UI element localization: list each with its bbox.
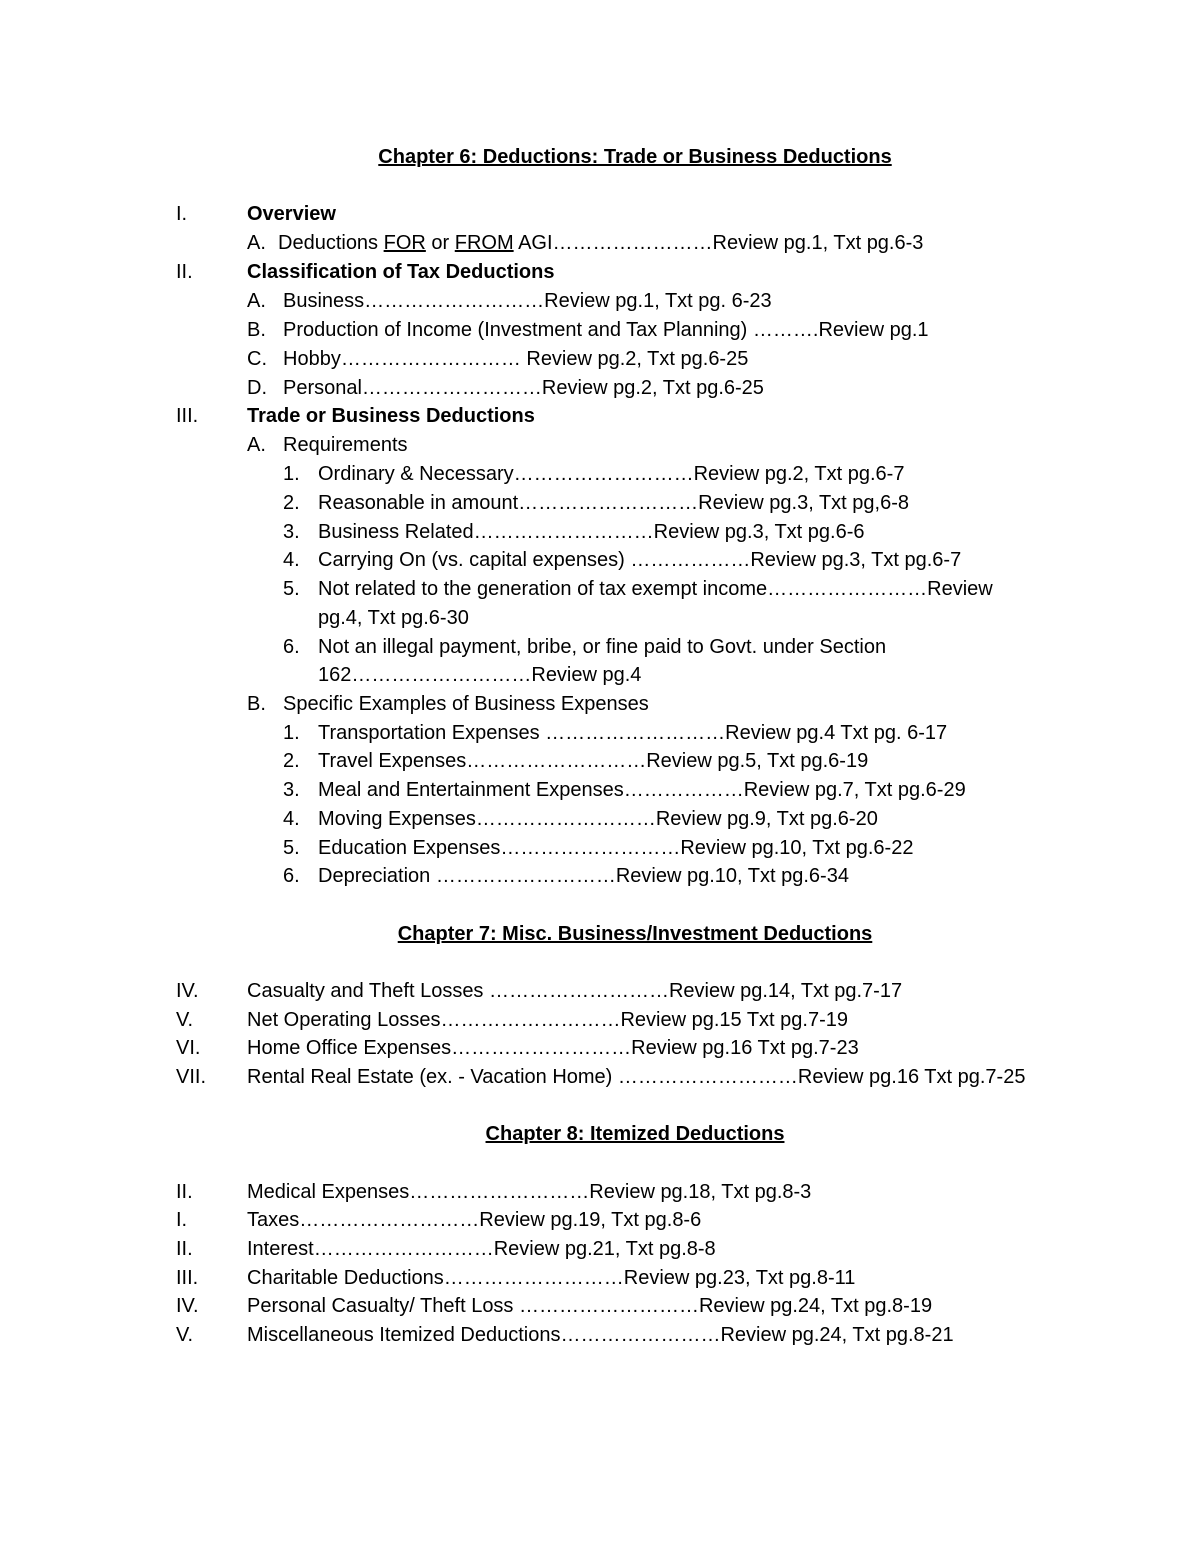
- chapter-7-title: Chapter 7: Misc. Business/Investment Deductions: [397, 923, 873, 945]
- list-item: Requirements: [283, 434, 408, 456]
- section-numeral: IV.: [176, 980, 199, 1002]
- section-heading-trade: Trade or Business Deductions: [247, 405, 535, 427]
- item-number: 6.: [283, 865, 300, 887]
- list-item: Moving Expenses………………………Review pg.9, Txt pg.6-20: [318, 808, 878, 830]
- list-item: [278, 231, 923, 255]
- list-item: Hobby……………………… Review pg.2, Txt pg.6-25: [283, 348, 749, 370]
- item-text: AGI……………………Review pg.1, Txt pg.6-3: [513, 232, 924, 254]
- section-numeral: II.: [176, 1181, 193, 1203]
- list-item: Carrying On (vs. capital expenses) ………………Review pg.3, Txt pg.6-7: [318, 549, 962, 571]
- list-item: Casualty and Theft Losses ………………………Review pg.14, Txt pg.7-17: [247, 980, 903, 1002]
- item-letter: A.: [247, 232, 266, 254]
- section-numeral: I.: [176, 203, 188, 225]
- list-item: Charitable Deductions………………………Review pg.23, Txt pg.8-11: [247, 1267, 856, 1289]
- item-number: 3.: [283, 779, 300, 801]
- list-item: Business Related………………………Review pg.3, Txt pg.6-6: [318, 521, 865, 543]
- section-heading-overview: Overview: [247, 203, 336, 225]
- item-letter: B.: [247, 693, 266, 715]
- item-number: 3.: [283, 521, 300, 543]
- list-item: Personal………………………Review pg.2, Txt pg.6-25: [283, 377, 764, 399]
- section-numeral: III.: [176, 1267, 199, 1289]
- section-numeral: II.: [176, 1238, 193, 1260]
- item-number: 5.: [283, 578, 300, 600]
- item-number: 1.: [283, 722, 300, 744]
- section-numeral: V.: [176, 1009, 194, 1031]
- section-numeral: II.: [176, 261, 193, 283]
- list-item: Education Expenses………………………Review pg.10, Txt pg.6-22: [318, 837, 914, 859]
- list-item: Production of Income (Investment and Tax Planning) ……….Review pg.1: [283, 319, 929, 341]
- item-letter: C.: [247, 348, 267, 370]
- item-number: 1.: [283, 463, 300, 485]
- section-numeral: IV.: [176, 1295, 199, 1317]
- item-letter: A.: [247, 290, 266, 312]
- item-number: 5.: [283, 837, 300, 859]
- list-item: Ordinary & Necessary………………………Review pg.2, Txt pg.6-7: [318, 463, 905, 485]
- list-item: Not an illegal payment, bribe, or fine paid to Govt. under Section: [318, 636, 887, 658]
- list-item: Interest………………………Review pg.21, Txt pg.8-8: [247, 1238, 716, 1260]
- chapter-6-title: Chapter 6: Deductions: Trade or Business Deductions: [378, 146, 892, 168]
- section-numeral: III.: [176, 405, 199, 427]
- item-text: or: [425, 232, 455, 254]
- list-item: Medical Expenses………………………Review pg.18, Txt pg.8-3: [247, 1181, 812, 1203]
- list-item-continuation: pg.4, Txt pg.6-30: [318, 607, 469, 629]
- underlined-for: FOR: [383, 232, 426, 254]
- item-letter: D.: [247, 377, 267, 399]
- section-numeral: VII.: [176, 1066, 207, 1088]
- list-item: Net Operating Losses………………………Review pg.15 Txt pg.7-19: [247, 1009, 848, 1031]
- list-item: Home Office Expenses………………………Review pg.16 Txt pg.7-23: [247, 1037, 859, 1059]
- underlined-from: FROM: [454, 232, 514, 254]
- list-item-continuation: 162………………………Review pg.4: [318, 664, 642, 686]
- item-number: 6.: [283, 636, 300, 658]
- list-item: Reasonable in amount………………………Review pg.3, Txt pg,6-8: [318, 492, 909, 514]
- list-item: Depreciation ………………………Review pg.10, Txt pg.6-34: [318, 865, 849, 887]
- item-number: 2.: [283, 492, 300, 514]
- list-item: Rental Real Estate (ex. - Vacation Home) ………………………Review pg.16 Txt pg.7-25: [247, 1066, 1026, 1088]
- list-item: Personal Casualty/ Theft Loss ………………………Review pg.24, Txt pg.8-19: [247, 1295, 933, 1317]
- item-number: 4.: [283, 808, 300, 830]
- list-item: Taxes………………………Review pg.19, Txt pg.8-6: [247, 1209, 702, 1231]
- item-number: 4.: [283, 549, 300, 571]
- list-item: Miscellaneous Itemized Deductions……………………Review pg.24, Txt pg.8-21: [247, 1324, 954, 1346]
- item-letter: A.: [247, 434, 266, 456]
- list-item: Transportation Expenses ………………………Review pg.4 Txt pg. 6-17: [318, 722, 948, 744]
- section-numeral: I.: [176, 1209, 188, 1231]
- list-item: Travel Expenses………………………Review pg.5, Txt pg.6-19: [318, 750, 869, 772]
- list-item: Business………………………Review pg.1, Txt pg. 6-23: [283, 290, 772, 312]
- section-numeral: V.: [176, 1324, 194, 1346]
- section-numeral: VI.: [176, 1037, 201, 1059]
- item-number: 2.: [283, 750, 300, 772]
- chapter-8-title: Chapter 8: Itemized Deductions: [485, 1123, 785, 1145]
- item-text: Deductions: [278, 232, 384, 254]
- list-item: Not related to the generation of tax exempt income……………………Review: [318, 578, 993, 600]
- list-item: Specific Examples of Business Expenses: [283, 693, 649, 715]
- item-letter: B.: [247, 319, 266, 341]
- list-item: Meal and Entertainment Expenses………………Review pg.7, Txt pg.6-29: [318, 779, 966, 801]
- section-heading-classification: Classification of Tax Deductions: [247, 261, 555, 283]
